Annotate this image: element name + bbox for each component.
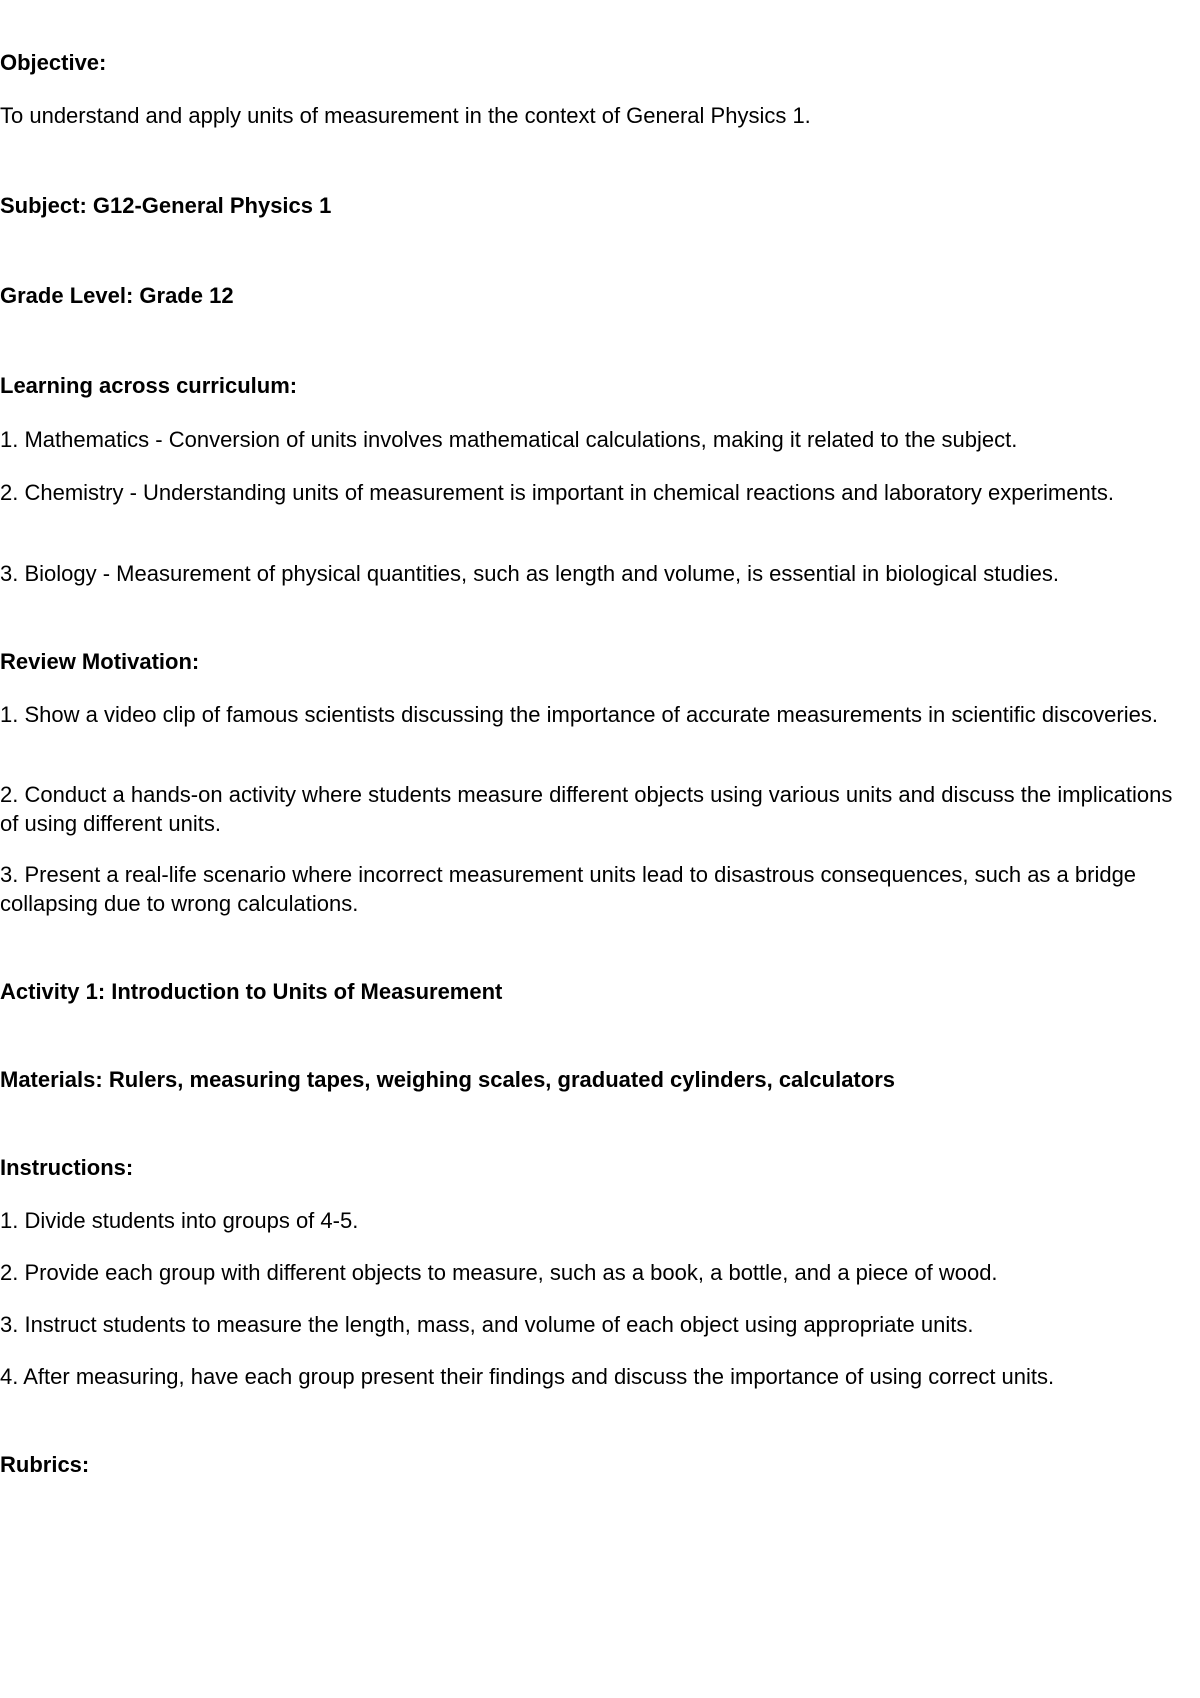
- instruction-item-groups: 1. Divide students into groups of 4-5.: [0, 1208, 359, 1233]
- subject-heading: Subject: G12-General Physics 1: [0, 193, 332, 218]
- curriculum-item-biology: 3. Biology - Measurement of physical quantities, such as length and volume, is essential in biological studies.: [0, 561, 1060, 586]
- materials-heading: Materials: Rulers, measuring tapes, weighing scales, graduated cylinders, calculators: [0, 1067, 895, 1092]
- review-motivation-heading: Review Motivation:: [0, 649, 200, 674]
- activity-title: Activity 1: Introduction to Units of Measurement: [0, 979, 503, 1004]
- curriculum-item-chemistry: 2. Chemistry - Understanding units of measurement is important in chemical reactions and laboratory experiments.: [0, 480, 1114, 505]
- instruction-item-objects: 2. Provide each group with different objects to measure, such as a book, a bottle, and a piece of wood.: [0, 1260, 998, 1285]
- instruction-item-measure: 3. Instruct students to measure the length, mass, and volume of each object using appropriate units.: [0, 1312, 974, 1337]
- motivation-item-hands-on: 2. Conduct a hands-on activity where students measure different objects using various units and discuss the implications of using different units.: [0, 782, 1173, 836]
- instructions-heading: Instructions:: [0, 1155, 134, 1180]
- objective-heading: Objective:: [0, 50, 107, 75]
- rubrics-heading: Rubrics:: [0, 1452, 90, 1477]
- motivation-item-scenario: 3. Present a real-life scenario where incorrect measurement units lead to disastrous consequences, such as a bridge collapsing due to wrong calculations.: [0, 862, 1137, 916]
- objective-text: To understand and apply units of measurement in the context of General Physics 1.: [0, 103, 811, 128]
- curriculum-item-mathematics: 1. Mathematics - Conversion of units involves mathematical calculations, making it related to the subject.: [0, 427, 1018, 452]
- grade-level-heading: Grade Level: Grade 12: [0, 283, 234, 308]
- motivation-item-video-clip: 1. Show a video clip of famous scientists discussing the importance of accurate measurements in scientific discoveries.: [0, 702, 1158, 727]
- learning-across-curriculum-heading: Learning across curriculum:: [0, 373, 298, 398]
- instruction-item-present: 4. After measuring, have each group present their findings and discuss the importance of using correct units.: [0, 1364, 1055, 1389]
